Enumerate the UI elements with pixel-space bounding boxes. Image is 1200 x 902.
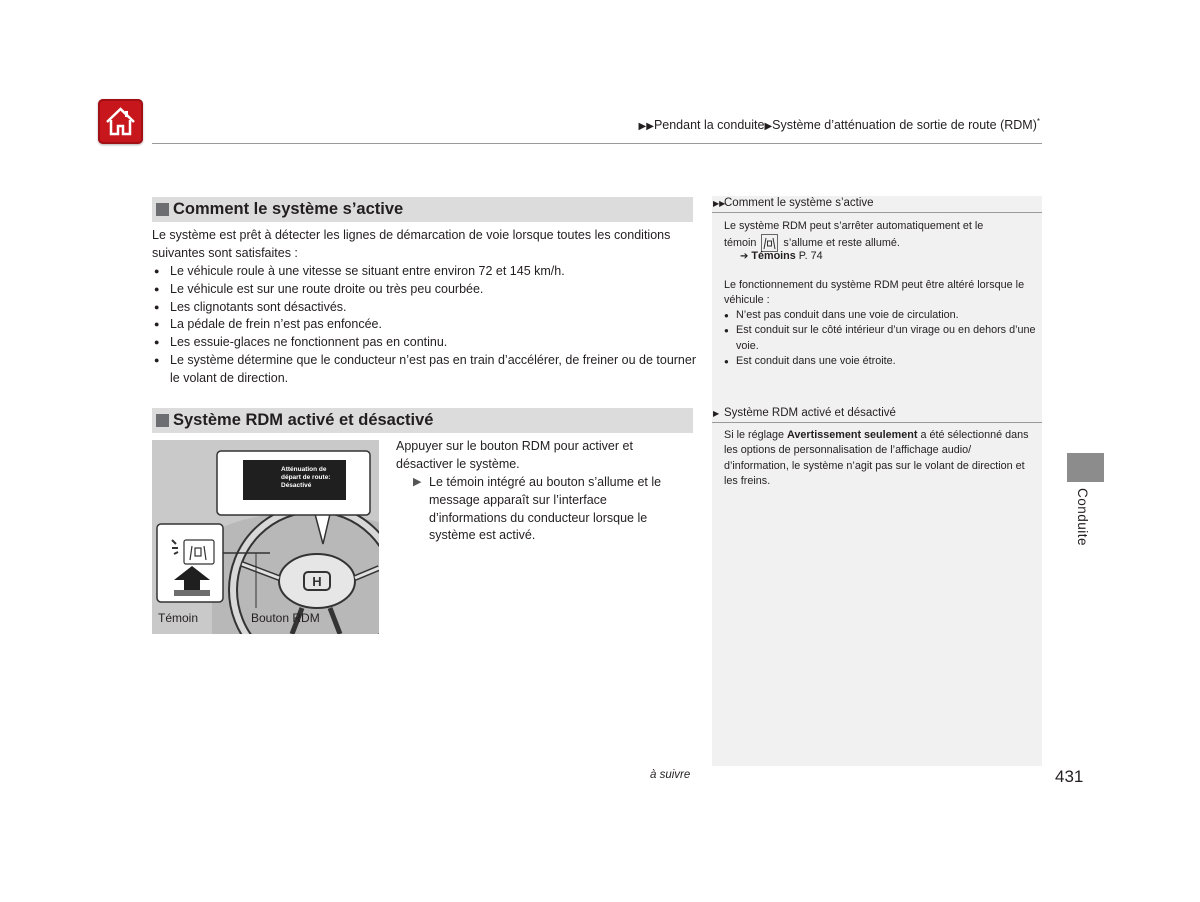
note-icon: ▶ <box>713 409 720 418</box>
result-arrow-icon: ▶ <box>413 476 422 488</box>
list-item: ● Le véhicule est sur une route droite ou très peu courbée. <box>152 281 697 299</box>
breadcrumb-current: Système d’atténuation de sortie de route (RDM) <box>772 118 1037 133</box>
page-number: 431 <box>1055 767 1084 786</box>
section-title: Système RDM activé et désactivé <box>173 411 434 429</box>
breadcrumb <box>639 117 1040 132</box>
section-heading-activation <box>152 197 693 222</box>
note1-para2: Le fonctionnement du système RDM peut être altéré lorsque le véhicule : <box>724 279 1025 307</box>
chapter-tab-label[interactable]: Conduite <box>1075 488 1090 547</box>
reference-arrow-icon: ➔ <box>740 251 749 262</box>
note-icon: ▶▶ <box>713 199 726 208</box>
list-item: ● La pédale de frein n’est pas enfoncée. <box>152 316 697 334</box>
home-icon <box>104 105 137 138</box>
list-item: ● Le système détermine que le conducteur n’est pas en train d’accélérer, de freiner ou de tourner le volant de direction. <box>152 352 697 388</box>
list-item: ● Est conduit dans une voie étroite. <box>724 354 1036 369</box>
list-item: ● Le véhicule roule à une vitesse se situant entre environ 72 et 145 km/h. <box>152 263 697 281</box>
continued-note: à suivre <box>650 769 691 781</box>
breadcrumb-arrow-icon: ▶▶ <box>638 121 654 133</box>
list-item: ● Est conduit sur le côté intérieur d’un virage ou en dehors d’une voie. <box>724 323 1036 354</box>
list-item: ● N’est pas conduit dans une voie de circulation. <box>724 308 1036 323</box>
note1-line-a: Le système RDM peut s’arrêter automatiquement et le <box>724 220 984 232</box>
conditions-list <box>152 263 697 388</box>
section2-sub: ▶ Le témoin intégré au bouton s’allume et le message apparaît sur l’interface d’informations du conducteur lorsque le système est activé. <box>413 475 662 543</box>
breadcrumb-arrow-icon: ▶ <box>764 121 773 133</box>
header-divider <box>152 143 1042 144</box>
note-heading-on-off: ▶ Système RDM activé et désactivé <box>712 407 1042 423</box>
svg-text:H: H <box>312 574 322 589</box>
list-item: ● Les essuie-glaces ne fonctionnent pas en continu. <box>152 334 697 352</box>
note1-line-b: témoin s’allume et reste allumé. <box>724 234 1036 252</box>
section-title: Comment le système s’active <box>173 200 404 218</box>
chapter-tab[interactable] <box>1067 453 1104 482</box>
dashboard-drawing <box>152 440 379 634</box>
section-square-icon <box>156 203 169 216</box>
section-intro: Le système est prêt à détecter les lignes de démarcation de voie lorsque toutes les conditions suivantes sont satisfaites : <box>152 228 671 260</box>
rdm-button-illustration <box>152 440 379 634</box>
section-square-icon <box>156 414 169 427</box>
note2-text: Si le réglage Avertissement seulement a été sélectionné dans les options de personnalisation de l’affichage audio/ d’information, le système n’agit pas sur le volant de direction et les freins. <box>724 429 1029 487</box>
note1-list <box>724 308 1036 369</box>
home-button[interactable] <box>98 99 143 144</box>
note1-reference[interactable]: ➔ Témoins P. 74 <box>740 250 823 262</box>
label-indicator: Témoin <box>158 611 199 625</box>
section2-text: Appuyer sur le bouton RDM pour activer et désactiver le système. <box>396 439 633 471</box>
note-heading-activation: ▶▶Comment le système s’active <box>712 197 1042 213</box>
asterisk: * <box>1036 117 1040 126</box>
section-heading-on-off <box>152 408 693 433</box>
display-message: Atténuation de départ de route: Désactivé <box>281 466 331 489</box>
label-rdm-button: Bouton RDM <box>251 611 320 625</box>
list-item: ● Les clignotants sont désactivés. <box>152 299 697 317</box>
breadcrumb-link-driving[interactable]: Pendant la conduite <box>653 118 765 133</box>
